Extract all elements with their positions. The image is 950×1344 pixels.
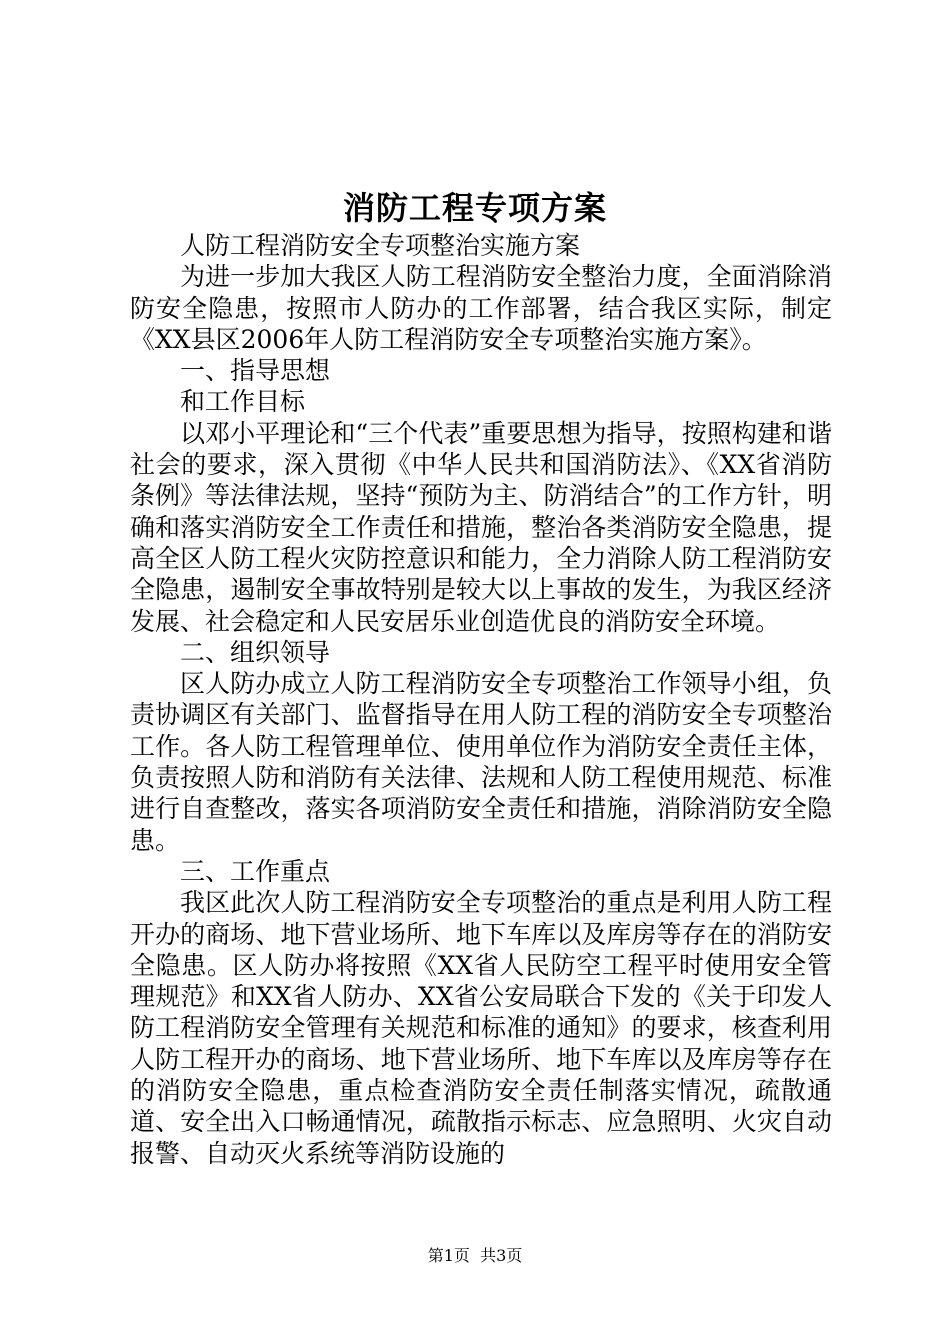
page-footer [0,1244,950,1268]
section-heading-work-focus: 三、工作重点 [180,856,331,886]
document-title: 消防工程专项方案 [342,189,607,227]
paragraph-subtitle: 人防工程消防安全专项整治实施方案 [180,231,581,260]
document-body [130,230,832,1169]
section-heading-guiding-ideology: 一、指导思想 [180,356,331,386]
paragraph-work-focus: 我区此次人防工程消防安全专项整治的重点是利用人防工程开办的商场、地下营业场所、地下车库以及库房等存在的消防安全隐患。区人防办将按照《XX省人民防空工程平时使用安全管理规范》和XX省人防办、XX省公安局联合下发的《关于印发人防工程消防安全管理有关规范和标准的通知》的要求，核查利用人防工程开办的商场、地下营业场所、地下车库以及库房等存在的消防安全隐患，重点检查消防安全责任制落实情况，疏散通道、安全出入口畅通情况，疏散指示标志、应急照明、火灾自动报警、自动灭火系统等消防设施的 [130,888,832,1168]
section-heading-work-goals: 和工作目标 [180,387,306,417]
paragraph-organization: 区人防办成立人防工程消防安全专项整治工作领导小组，负责协调区有关部门、监督指导在用人防工程的消防安全专项整治工作。各人防工程管理单位、使用单位作为消防安全责任主体，负责按照人防和消防有关法律、法规和人防工程使用规范、标准进行自查整改，落实各项消防安全责任和措施，消除消防安全隐患。 [130,669,832,855]
section-heading-organization: 二、组织领导 [180,637,331,667]
paragraph-guiding-ideology: 以邓小平理论和“三个代表”重要思想为指导，按照构建和谐社会的要求，深入贯彻《中华人民共和国消防法》、《XX省消防条例》等法律法规，坚持“预防为主、防消结合”的工作方针，明确和落实消防安全工作责任和措施，整治各类消防安全隐患，提高全区人防工程火灾防控意识和能力，全力消除人防工程消防安全隐患，遏制安全事故特别是较大以上事故的发生，为我区经济发展、社会稳定和人民安居乐业创造优良的消防安全环境。 [130,418,832,636]
page-total: 共3页 [480,1246,523,1265]
paragraph-intro: 为进一步加大我区人防工程消防安全整治力度，全面消除消防安全隐患，按照市人防办的工作部署，结合我区实际，制定《XX县区2006年人防工程消防安全专项整治实施方案》。 [130,262,832,354]
page-number: 第1页 [427,1246,470,1265]
